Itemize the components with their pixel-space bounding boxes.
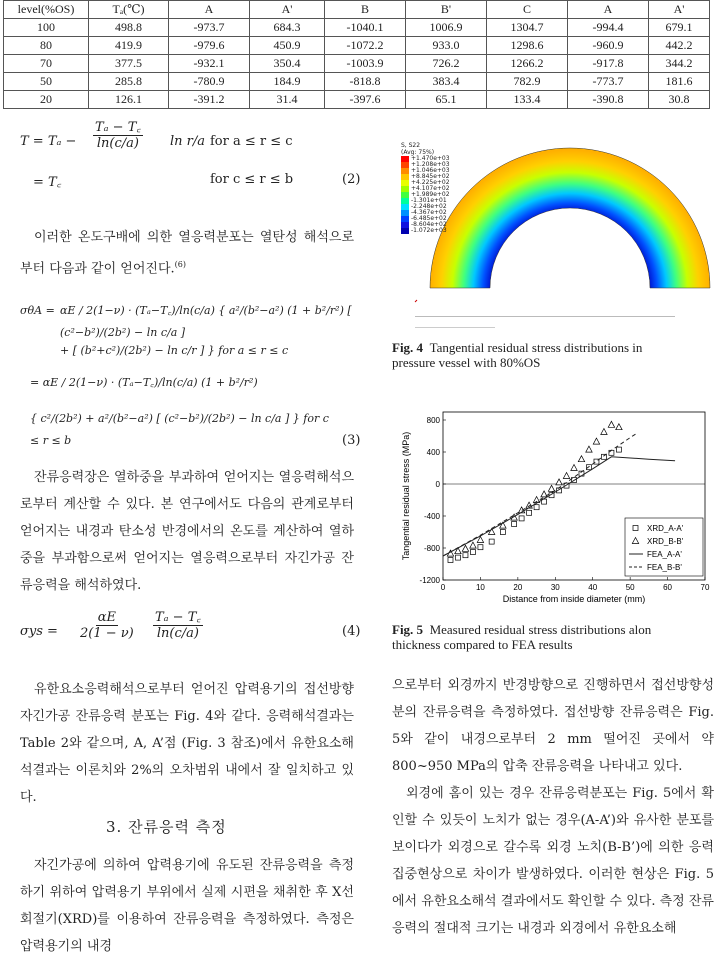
legend-swatch (401, 174, 409, 180)
x-tick-label: 40 (588, 583, 598, 592)
legend-value: +4.107e+02 (411, 185, 450, 192)
y-tick-label: 400 (426, 448, 440, 457)
x-tick-label: 20 (513, 583, 523, 592)
eq3-lhs: σθA = (20, 304, 55, 317)
table-cell: -780.9 (169, 73, 250, 91)
legend-value: +8.845e+02 (411, 173, 450, 180)
data-point-square (489, 539, 494, 544)
table-cell: 20 (4, 91, 89, 109)
table-cell: 344.2 (649, 55, 710, 73)
data-point-square (455, 555, 460, 560)
equation-2 (20, 120, 361, 190)
x-tick-label: 30 (550, 583, 560, 592)
table-cell: 377.5 (89, 55, 169, 73)
legend-swatch (401, 204, 409, 210)
legend-swatch (401, 198, 409, 204)
table-cell: -932.1 (169, 55, 250, 73)
legend-entry: FEA_B-B' (647, 563, 682, 572)
table-header: B (325, 1, 406, 19)
table-cell: 679.1 (649, 19, 710, 37)
table-cell: 1304.7 (487, 19, 568, 37)
data-point-square (478, 545, 483, 550)
eq3-part4: { c²/(2b²) + a²/(b²−a²) [ (c²−b²)/(2b²) − ln c/a ] } for c ≤ r ≤ b (30, 412, 329, 447)
legend-labels (411, 156, 450, 234)
legend-value: -4.367e+02 (411, 209, 447, 216)
table-cell: -960.9 (568, 37, 649, 55)
y-tick-label: -400 (423, 512, 440, 521)
legend-swatch (401, 156, 409, 162)
table-cell: 30.8 (649, 91, 710, 109)
legend-value: +1.208e+03 (411, 161, 450, 168)
eq4-number: (4) (342, 624, 361, 639)
x-tick-label: 70 (700, 583, 710, 592)
legend-value: -1.301e+01 (411, 197, 447, 204)
ring-shape (430, 148, 710, 288)
eq4-frac1: $\frac{\alpha E}{2(1 - \nu)}$ (80, 610, 134, 641)
paragraph-1: 이러한 온도구배에 의한 열응력분포는 열탄성 해석으로부터 다음과 같이 얻어진다.$^{(6)}$ (20, 230, 354, 277)
table-row (4, 55, 710, 73)
table-cell: 1006.9 (406, 19, 487, 37)
fig5-chart (395, 404, 714, 614)
table-cell: 383.4 (406, 73, 487, 91)
table-cell: 133.4 (487, 91, 568, 109)
table-cell: -390.8 (568, 91, 649, 109)
data-point-square (512, 522, 517, 527)
table-cell: -994.4 (568, 19, 649, 37)
eq2-line2: = T꜀ (33, 175, 62, 190)
eq2-fraction (93, 120, 143, 151)
legend-value: -1.072e+03 (411, 227, 447, 234)
table-cell: -973.7 (169, 19, 250, 37)
legend-swatch (401, 222, 409, 228)
x-axis-label: Distance from inside diameter (mm) (502, 594, 646, 604)
table-cell: 126.1 (89, 91, 169, 109)
eq2-number: (2) (342, 172, 361, 187)
data-point-square (616, 447, 621, 452)
legend-swatch (401, 192, 409, 198)
legend-value: -8.604e+02 (411, 221, 447, 228)
citation-ref: (6) (174, 260, 187, 269)
legend-entry: XRD_B-B' (647, 537, 684, 546)
data-point-square (534, 505, 539, 510)
data-point-triangle (462, 545, 468, 551)
x-tick-label: 0 (440, 583, 446, 592)
table-row (4, 73, 710, 91)
eq2-cond2: for c ≤ r ≤ b (210, 172, 294, 187)
y-tick-label: -1200 (419, 576, 440, 585)
legend-swatch (401, 162, 409, 168)
fig4-footer-text (415, 313, 705, 333)
results-table (3, 0, 710, 109)
table-header: A (169, 1, 250, 19)
table-cell: 100 (4, 19, 89, 37)
table-cell: 285.8 (89, 73, 169, 91)
table-cell: 70 (4, 55, 89, 73)
table-cell: 498.8 (89, 19, 169, 37)
data-point-triangle (571, 465, 577, 471)
right-paragraph-2: 외경에 홈이 있는 경우 잔류응력분포는 Fig. 5에서 확인할 수 있듯이 노치가 없는 경우(A-A’)와 유사한 분포를 보이다가 외경으로 갈수록 외경 노치(B-B’)에 의한 응력집중현상으로 차이가 발생하였다. 이러한 현상은 Fig. 5에서 유한요소해석 결과에서도 확인할 수 있다. 측정 잔류응력의 절대적 크기는 내경과 외경에서 유한요소해 (392, 786, 714, 936)
table-cell: 65.1 (406, 91, 487, 109)
eq2-lhs: T = Tₐ − (20, 134, 77, 149)
table-cell: 184.9 (250, 73, 325, 91)
y-tick-label: 800 (426, 416, 440, 425)
table-cell: 350.4 (250, 55, 325, 73)
legend-value: +1.046e+03 (411, 167, 450, 174)
data-point-triangle (608, 421, 614, 427)
equation-3 (20, 290, 361, 448)
data-point-triangle (578, 456, 584, 462)
data-point-square (609, 450, 614, 455)
eq2-ln: ln r/a (170, 134, 206, 149)
legend-value: -2.248e+02 (411, 203, 447, 210)
eq4-frac2: $\frac{\text{Tₐ − T꜀}}{\ln(c/a)}$ (155, 610, 201, 641)
legend-entry: FEA_A-A' (647, 550, 682, 559)
paragraph-4: 자긴가공에 의하여 압력용기에 유도된 잔류응력을 측정하기 위하여 압력용기 부위에서 실제 시편을 채취한 후 X선 회절기(XRD)를 이용하여 잔류응력을 측정하였다. 측정은 압력용기의 내경 (20, 858, 354, 954)
table-header-row (4, 1, 710, 19)
fig5-caption: Fig. 5 Measured residual stress distributions alon thickness compared to FEA results (392, 622, 652, 652)
table-cell: -917.8 (568, 55, 649, 73)
data-point-square (470, 550, 475, 555)
data-point-triangle (586, 446, 592, 452)
data-point-square (519, 516, 524, 521)
data-point-square (463, 553, 468, 558)
table-cell: 419.9 (89, 37, 169, 55)
table-cell: -397.6 (325, 91, 406, 109)
data-point-triangle (593, 438, 599, 444)
eq3-number: (3) (342, 433, 361, 448)
fig4-fem-contour (395, 140, 714, 306)
table-header: B' (406, 1, 487, 19)
table-cell: 181.6 (649, 73, 710, 91)
legend-swatch (401, 186, 409, 192)
data-point-triangle (556, 479, 562, 485)
y-axis-label: Tangential residual stress (MPa) (401, 431, 411, 561)
data-point-triangle (601, 429, 607, 435)
legend-value: +1.470e+03 (411, 155, 450, 162)
equation-4 (20, 610, 360, 656)
eq3-part2: + [ (b²+c²)/(2b²) − ln c/r ] } for a ≤ r ≤ c (60, 344, 289, 357)
data-point-triangle (470, 542, 476, 548)
table-cell: 31.4 (250, 91, 325, 109)
paragraph-3: 유한요소응력해석으로부터 얻어진 압력용기의 접선방향 자긴가공 잔류응력 분포는 Fig. 4와 같다. 응력해석결과는 Table 2와 같으며, A, A’점 (Fig. 3 참조)에서 유한요소해석결과는 이론치와 2%의 오차범위 내에서 잘 일치하고 있다. (20, 682, 354, 805)
table-cell: 1298.6 (487, 37, 568, 55)
table-header: level(%OS) (4, 1, 89, 19)
eq2-cond1: for a ≤ r ≤ c (210, 134, 293, 149)
x-tick-label: 10 (475, 583, 485, 592)
table-cell: 726.2 (406, 55, 487, 73)
table-cell: 80 (4, 37, 89, 55)
data-point-square (527, 510, 532, 515)
table-header: A' (250, 1, 325, 19)
table-cell: -979.6 (169, 37, 250, 55)
eq2-den: ln(c/a) (96, 136, 139, 151)
legend-title: S, S22 (Avg: 75%) (401, 142, 435, 156)
legend-swatch (401, 216, 409, 222)
table-header: C (487, 1, 568, 19)
legend-swatch (401, 210, 409, 216)
eq4-lhs: σys = (20, 624, 58, 639)
table-cell: -391.2 (169, 91, 250, 109)
contour-legend (401, 156, 409, 234)
eq3-part3: = αE / 2(1−ν) · (Tₐ−T꜀)/ln(c/a) (1 + b²/r²) (30, 376, 258, 389)
table-header: A' (649, 1, 710, 19)
legend-value: +4.225e+02 (411, 179, 450, 186)
table-header: Tₐ(℃) (89, 1, 169, 19)
x-tick-label: 60 (663, 583, 673, 592)
table-header: A (568, 1, 649, 19)
legend-value: -6.485e+02 (411, 215, 447, 222)
table-cell: 450.9 (250, 37, 325, 55)
data-point-triangle (563, 473, 569, 479)
legend-square-marker (633, 526, 638, 531)
right-paragraph-1: 으로부터 외경까지 반경방향으로 진행하면서 접선방향성분의 잔류응력을 측정하였다. 접선방향 잔류응력은 Fig. 5와 같이 내경으로부터 2 mm 떨어진 곳에서 약 800~950 MPa의 압축 잔류응력을 나타내고 있다. (392, 678, 714, 774)
legend-swatch (401, 180, 409, 186)
table-row (4, 19, 710, 37)
table-cell: 1266.2 (487, 55, 568, 73)
table-cell: 684.3 (250, 19, 325, 37)
data-point-square (500, 530, 505, 535)
fig4-caption: Fig. 4 Tangential residual stress distributions in pressure vessel with 80%OS (392, 340, 643, 370)
y-tick-label: 0 (435, 480, 440, 489)
axis-triad-icon (415, 300, 417, 302)
table-cell: 933.0 (406, 37, 487, 55)
legend-swatch (401, 228, 409, 234)
table-cell: -1040.1 (325, 19, 406, 37)
table-cell: -1003.9 (325, 55, 406, 73)
eq3-part1: αE / 2(1−ν) · (Tₐ−T꜀)/ln(c/a) { a²/(b²−a²) (1 + b²/r²) [ (c²−b²)/(2b²) − ln c/a ] (60, 304, 352, 339)
eq2-num: Tₐ − T꜀ (95, 120, 141, 135)
table-cell: -773.7 (568, 73, 649, 91)
legend-entry: XRD_A-A' (647, 524, 684, 533)
data-point-square (448, 558, 453, 563)
table-cell: 782.9 (487, 73, 568, 91)
series-line (443, 433, 638, 556)
section-heading: 3. 잔류응력 측정 (106, 818, 227, 836)
paragraph-2: 잔류응력장은 열하중을 부과하여 얻어지는 열응력해석으로부터 계산할 수 있다. 본 연구에서도 다음의 관계로부터 얻어지는 내경과 탄소성 반경에서의 온도를 계산하여 열하중을 부과함으로써 얻어지는 열응력으로부터 자긴가공 잔류응력을 해석하였다. (20, 470, 354, 593)
x-tick-label: 50 (625, 583, 635, 592)
legend-swatch (401, 168, 409, 174)
table-row (4, 91, 710, 109)
table-cell: -1072.2 (325, 37, 406, 55)
data-point-triangle (548, 485, 554, 491)
table-cell: 442.2 (649, 37, 710, 55)
data-point-triangle (616, 424, 622, 430)
table-cell: 50 (4, 73, 89, 91)
y-tick-label: -800 (423, 544, 440, 553)
table-cell: -818.8 (325, 73, 406, 91)
table-row (4, 37, 710, 55)
legend-value: +1.989e+02 (411, 191, 450, 198)
